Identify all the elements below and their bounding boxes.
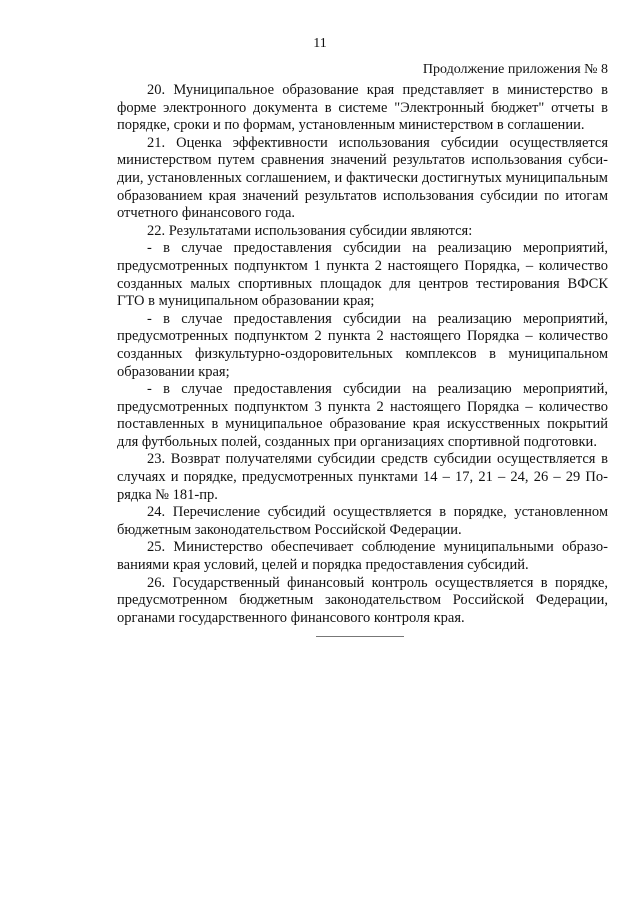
paragraph-24-transfer: 24. Перечисление субсидий осуществляется в порядке, установленном бюджетным законодательством Российской Федерации. — [117, 504, 608, 538]
end-separator-line — [316, 636, 404, 637]
paragraph-22-results: 22. Результатами использования субсидии являются: — [147, 222, 473, 239]
paragraph-25-compliance: 25. Министерство обеспечивает соблюдение муниципальными образованиями края условий, целей и порядка предоставления субсидий. — [117, 539, 608, 574]
paragraph-23-refund: 23. Возврат получателями субсидии средств субсидии осуществляется в случаях и порядке, предусмотренных пунктами 14 – 17, 21 – 24, 26 – 29 Порядка № 181-пр. — [117, 451, 608, 503]
results-item-2: - в случае предоставления субсидии на реализацию мероприятий, предусмотренных подпунктом 2 пункта 2 настоящего Порядка – количество созданных физкультурно-оздоровительных комплексов в муниципальном образовании края; — [117, 310, 608, 380]
document-body — [117, 82, 608, 627]
page-number: 11 — [313, 36, 327, 51]
results-item-1: - в случае предоставления субсидии на реализацию мероприятий, предусмотренных подпунктом 1 пункта 2 настоящего Порядка, – количество созданных малых спортивных площадок для центров тестирования ВФСК ГТО в муниципальном образовании края; — [117, 240, 608, 310]
paragraph-20-reports: 20. Муниципальное образование края представляет в министерство в форме электронного документа в системе "Электронный бюджет" отчеты в порядке, сроки и по формам, установленным министерством в соглашении. — [117, 82, 608, 134]
paragraph-21-efficiency: 21. Оценка эффективности использования субсидии осуществляется министерством путем сравнения значений результатов использования субсидии, установленных соглашением, и фактически достигнутых муниципальным образованием края значений результатов использования субсидии по итогам отчетного финансового года. — [117, 134, 608, 222]
paragraph-26-control: 26. Государственный финансовый контроль осуществляется в порядке, предусмотренном бюджетным законодательством Российской Федерации, органами государственного финансового контроля края. — [117, 574, 608, 626]
continuation-label: Продолжение приложения № 8 — [422, 62, 608, 77]
results-item-3: - в случае предоставления субсидии на реализацию мероприятий, предусмотренных подпунктом 3 пункта 2 настоящего Порядка – количество поставленных в муниципальное образование края искусственных покрытий для футбольных полей, созданных при организациях спортивной подготовки. — [117, 381, 608, 450]
